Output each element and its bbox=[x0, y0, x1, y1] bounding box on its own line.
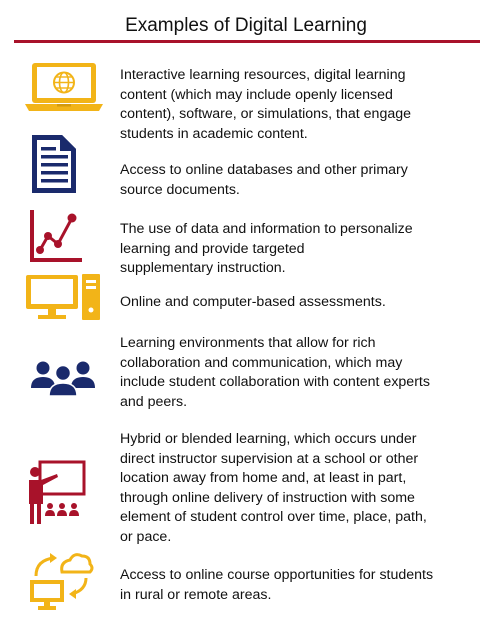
cloud-sync-computer-icon bbox=[28, 548, 94, 612]
item-line: direct instructor supervision at a school or other bbox=[120, 450, 419, 467]
item-line: element of student control over time, place, path, bbox=[120, 509, 427, 525]
item-line: in rural or remote areas. bbox=[120, 586, 272, 603]
item-line: content (which may include openly licensed bbox=[120, 86, 393, 103]
title-underline bbox=[14, 40, 480, 43]
item-line: Online and computer-based assessments. bbox=[120, 294, 386, 310]
presentation-teacher-icon bbox=[26, 460, 86, 526]
item-line: supplementary instruction. bbox=[120, 260, 286, 276]
laptop-globe-icon bbox=[24, 62, 104, 114]
item-line: Access to online databases and other primary bbox=[120, 162, 408, 178]
item-line: through online delivery of instruction with some bbox=[120, 489, 415, 506]
item-line: collaboration and communication, which may bbox=[120, 354, 403, 371]
item-line: learning and provide targeted bbox=[120, 240, 305, 257]
item-line: source documents. bbox=[120, 181, 240, 198]
item-text bbox=[120, 334, 482, 412]
item-line: and peers. bbox=[120, 393, 188, 410]
item-line: students in academic content. bbox=[120, 125, 308, 142]
item-line: include student collaboration with content experts bbox=[120, 374, 430, 390]
line-graph-icon bbox=[28, 208, 84, 264]
item-line: or pace. bbox=[120, 528, 172, 545]
item-text bbox=[120, 566, 482, 605]
group-people-icon bbox=[28, 358, 98, 398]
desktop-computer-icon bbox=[24, 272, 104, 322]
item-text bbox=[120, 66, 482, 144]
item-line: Hybrid or blended learning, which occurs under bbox=[120, 431, 417, 447]
item-line: content), software, or simulations, that engage bbox=[120, 106, 412, 122]
item-line: Access to online course opportunities for students bbox=[120, 567, 434, 583]
document-icon bbox=[30, 133, 78, 195]
item-line: Interactive learning resources, digital learning bbox=[120, 67, 406, 83]
item-line: location away from home and, at least in part, bbox=[120, 470, 407, 486]
item-text bbox=[120, 220, 482, 279]
item-text bbox=[120, 293, 482, 313]
item-text bbox=[120, 430, 482, 547]
item-line: The use of data and information to personalize bbox=[120, 221, 413, 237]
item-line: Learning environments that allow for rich bbox=[120, 335, 376, 351]
page-title: Examples of Digital Learning bbox=[125, 15, 367, 36]
item-text bbox=[120, 161, 482, 200]
